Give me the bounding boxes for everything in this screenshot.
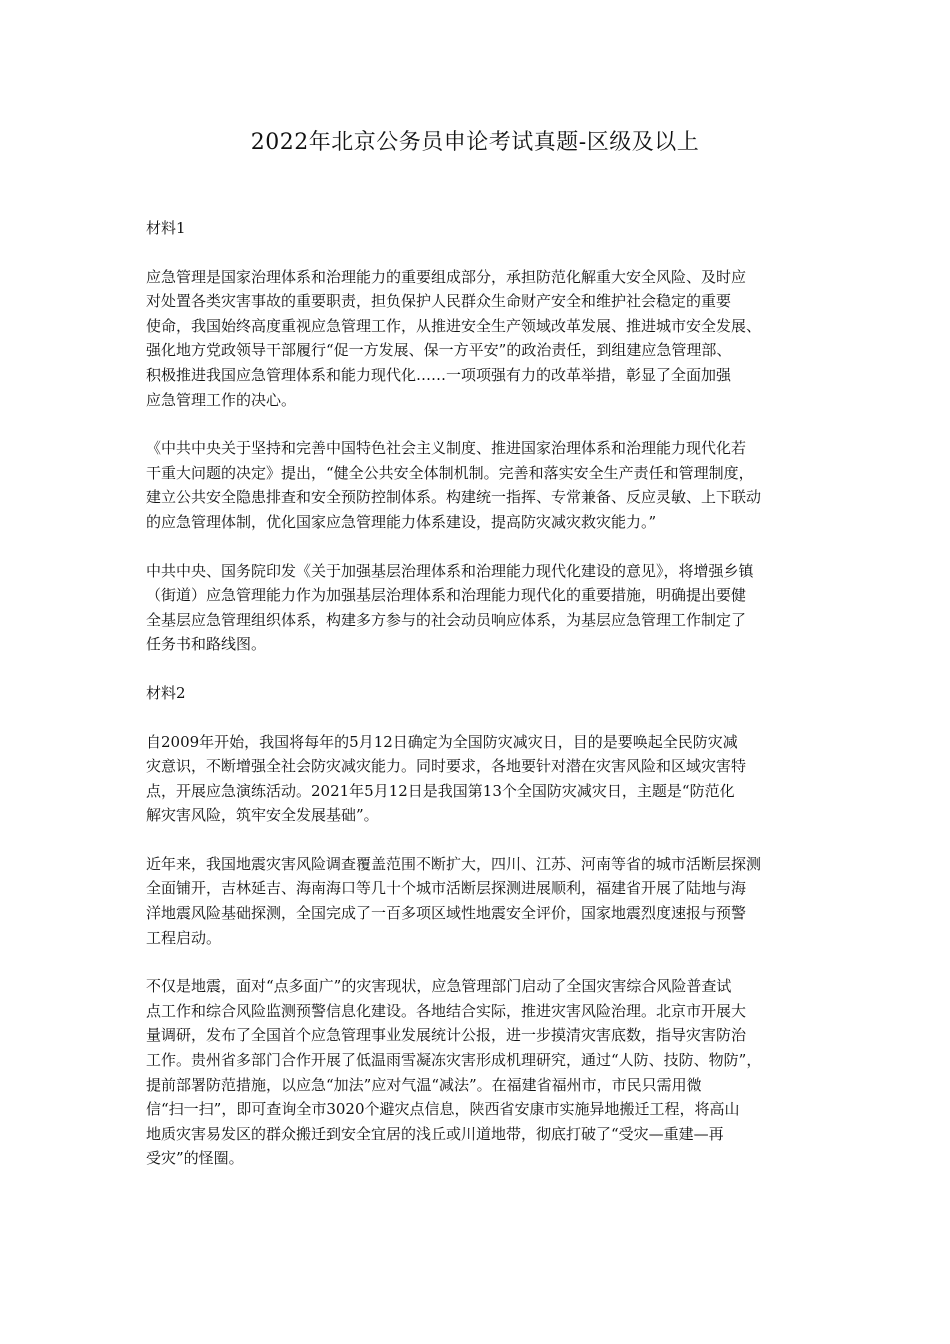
text-line: 受灾”的怪圈。 [146, 1149, 244, 1168]
text-line: 的应急管理体制，优化国家应急管理能力体系建设，提高防灾减灾救灾能力。” [146, 512, 657, 531]
text-line: 灾意识，不断增强全社会防灾减灾能力。同时要求，各地要针对潜在灾害风险和区域灾害特 [146, 757, 747, 776]
text-line: 地质灾害易发区的群众搬迁到安全宜居的浅丘或川道地带，彻底打破了“受灾—重建—再 [146, 1124, 724, 1143]
text-line: 洋地震风险基础探测，全国完成了一百多项区域性地震安全评价，国家地震烈度速报与预警 [146, 904, 747, 923]
section-label: 材料2 [146, 683, 186, 702]
text-line: 应急管理是国家治理体系和治理能力的重要组成部分，承担防范化解重大安全风险、及时应 [146, 267, 747, 286]
text-line: 干重大问题的决定》提出，“健全公共安全体制机制。完善和落实安全生产责任和管理制度， [146, 463, 754, 482]
paragraph [146, 559, 818, 657]
text-line: （街道）应急管理能力作为加强基层治理体系和治理能力现代化的重要措施，明确提出要健 [146, 586, 747, 605]
text-line: 积极推进我国应急管理体系和能力现代化……一项项强有力的改革举措，彰显了全面加强 [146, 365, 732, 384]
text-line: 解灾害风险，筑牢安全发展基础”。 [146, 806, 379, 825]
text-line: 信“扫一扫”，即可查询全市3020个避灾点信息，陕西省安康市实施异地搬迁工程，将高山 [146, 1100, 740, 1119]
text-line: 量调研，发布了全国首个应急管理事业发展统计公报，进一步摸清灾害底数，指导灾害防治 [146, 1026, 747, 1045]
paragraph [146, 852, 818, 950]
text-line: 使命，我国始终高度重视应急管理工作，从推进安全生产领域改革发展、推进城市安全发展、 [146, 316, 762, 335]
text-line: 近年来，我国地震灾害风险调查覆盖范围不断扩大，四川、江苏、河南等省的城市活断层探测 [146, 854, 762, 873]
document-title: 2022年北京公务员申论考试真题-区级及以上 [250, 130, 700, 155]
text-line: 对处置各类灾害事故的重要职责，担负保护人民群众生命财产安全和维护社会稳定的重要 [146, 292, 732, 311]
text-line: 全基层应急管理组织体系，构建多方参与的社会动员响应体系，为基层应急管理工作制定了 [146, 610, 747, 629]
text-line: 全面铺开，吉林延吉、海南海口等几十个城市活断层探测进展顺利，福建省开展了陆地与海 [146, 879, 747, 898]
text-line: 建立公共安全隐患排查和安全预防控制体系。构建统一指挥、专常兼备、反应灵敏、上下联动 [146, 488, 762, 507]
paragraph [146, 974, 818, 1171]
text-line: 任务书和路线图。 [146, 635, 267, 654]
section-label: 材料1 [146, 219, 186, 237]
text-line: 强化地方党政领导干部履行“促一方发展、保一方平安”的政治责任，到组建应急管理部、 [146, 341, 732, 360]
text-line: 点工作和综合风险监测预警信息化建设。各地结合实际，推进灾害风险治理。北京市开展大 [146, 1001, 747, 1020]
text-line: 不仅是地震，面对“点多面广”的灾害现状，应急管理部门启动了全国灾害综合风险普查试 [146, 977, 732, 996]
paragraph [146, 265, 818, 413]
text-line: 工作。贵州省多部门合作开展了低温雨雪凝冻灾害形成机理研究，通过“人防、技防、物防”， [146, 1051, 762, 1070]
text-line: 提前部署防范措施，以应急“加法”应对气温“减法”。在福建省福州市，市民只需用微 [146, 1075, 702, 1094]
text-line: 中共中央、国务院印发《关于加强基层治理体系和治理能力现代化建设的意见》，将增强乡镇 [146, 561, 754, 580]
text-line: 工程启动。 [146, 928, 222, 947]
text-line: 点，开展应急演练活动。2021年5月12日是我国第13个全国防灾减灾日，主题是“防范化 [146, 781, 735, 800]
text-line: 自2009年开始，我国将每年的5月12日确定为全国防灾减灾日，目的是要唤起全民防灾减 [146, 732, 738, 751]
text-line: 应急管理工作的决心。 [146, 390, 297, 409]
document-body [146, 216, 818, 1195]
paragraph [146, 436, 818, 534]
paragraph [146, 730, 818, 828]
text-line: 《中共中央关于坚持和完善中国特色社会主义制度、推进国家治理体系和治理能力现代化若 [146, 439, 747, 458]
